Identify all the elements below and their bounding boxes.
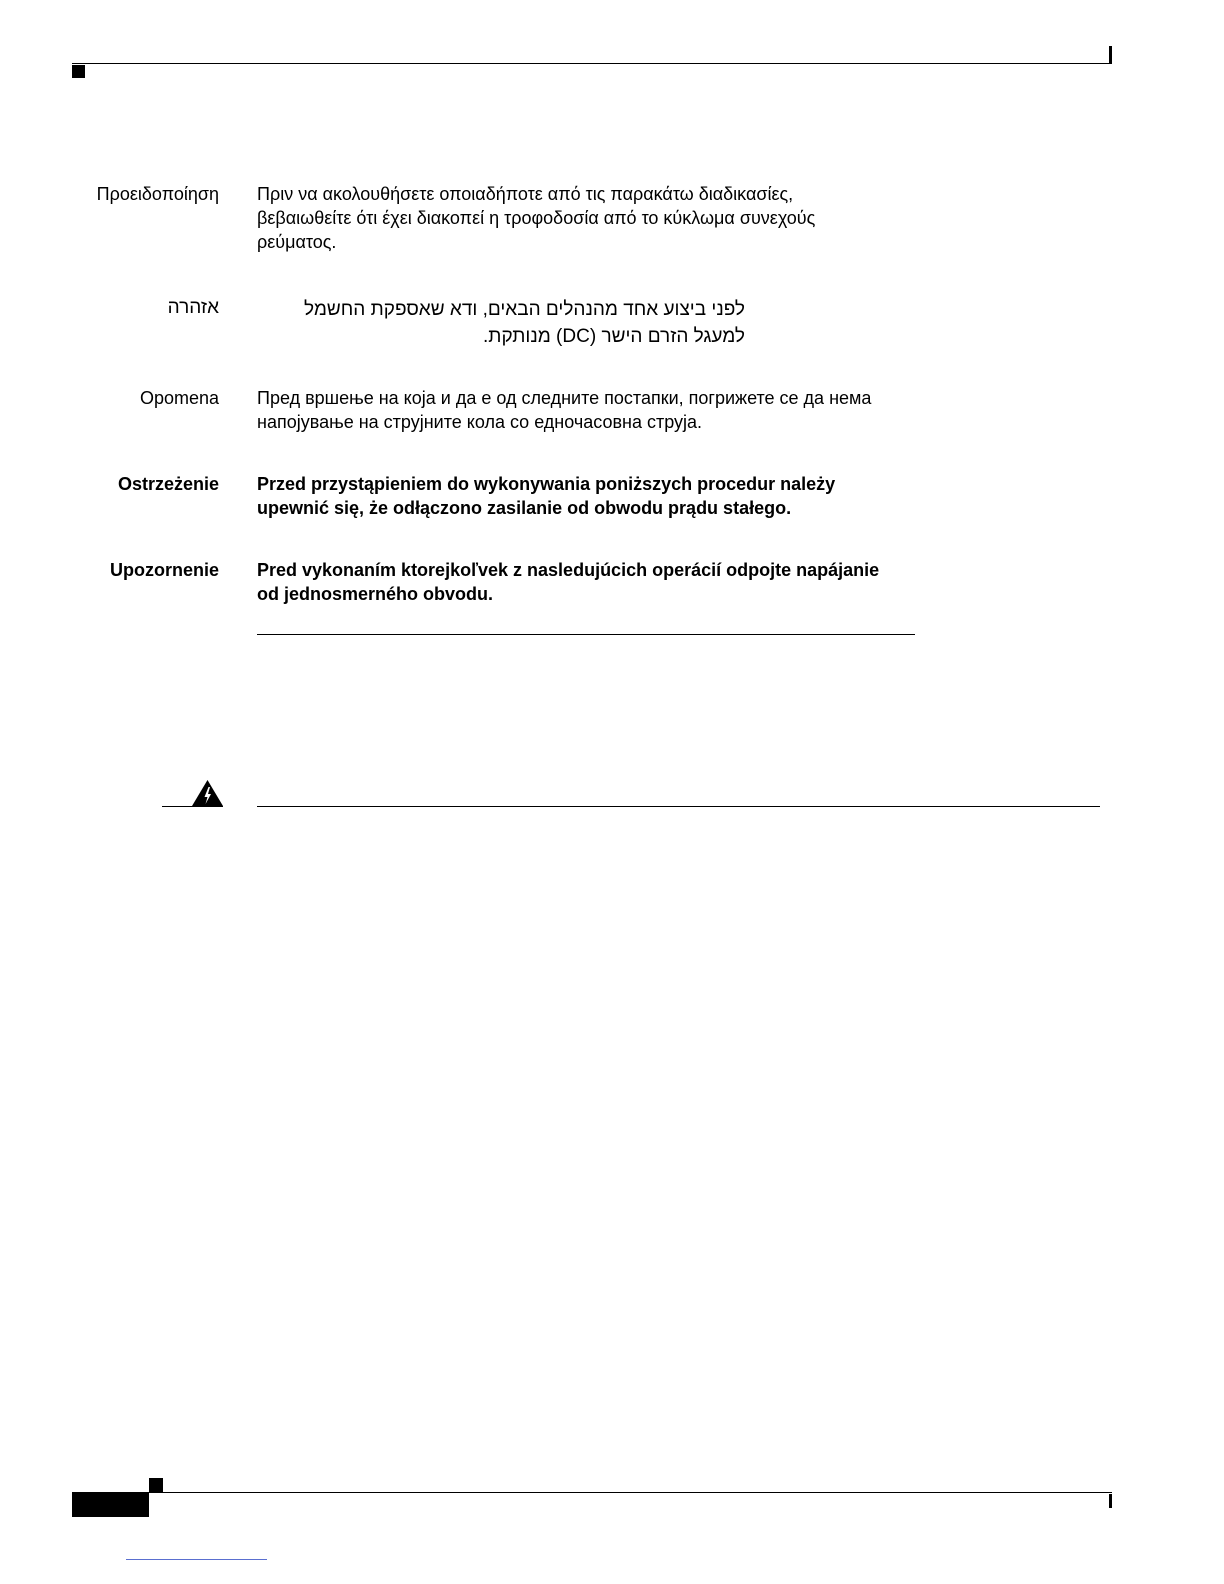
text-line: Πριν να ακολουθήσετε οποιαδήποτε από τις παρακάτω διαδικασίες, [257,184,794,204]
header-tick-mark [1109,46,1112,64]
header-square-mark [72,65,85,78]
icon-rule [162,806,223,807]
warning-label-greek: Προειδοποίηση [96,184,219,204]
text-line: ρεύματος. [257,232,337,252]
warning-label-macedonian: Opomena [139,388,219,408]
text-line: למעגל הזרם הישר (DC) מנותקת. [483,326,745,347]
warning-label-slovak: Upozornenie [109,560,219,580]
text-line: напојување на струјните кола со едночасовна струја. [257,412,703,432]
footer-square-mark [149,1478,163,1492]
text-line: לפני ביצוע אחד מהנהלים הבאים, ודא שאספקת החשמל [303,299,745,320]
footer-page-block [72,1493,149,1517]
footer-tick-mark [1109,1494,1112,1508]
footer-link-underline[interactable] [126,1559,267,1560]
header-rule [72,63,1112,64]
text-line: od jednosmerného obvodu. [257,584,494,604]
text-line: Пред вршење на која и да е од следните постапки, погрижете се да нема [257,388,872,408]
warning-label-polish: Ostrzeżenie [117,474,219,494]
text-line: upewnić się, że odłączono zasilanie od obwodu prądu stałego. [257,498,792,518]
warning-text-polish [257,472,917,520]
text-line: βεβαιωθείτε ότι έχει διακοπεί η τροφοδοσία από το κύκλωμα συνεχούς [257,208,816,228]
footer-rule [72,1492,1112,1493]
warning-text-slovak [257,558,917,606]
warning-label-hebrew: אזהרה [167,297,219,318]
warning-start-rule [257,806,1100,807]
warning-text-greek [257,182,917,254]
text-line: Przed przystąpieniem do wykonywania poniższych procedur należy [257,474,836,494]
electrical-warning-icon [191,779,224,807]
warning-text-macedonian [257,386,917,434]
warning-end-rule [257,634,915,635]
warning-text-hebrew [257,296,745,350]
text-line: Pred vykonaním ktorejkoľvek z nasledujúcich operácií odpojte napájanie [257,560,880,580]
